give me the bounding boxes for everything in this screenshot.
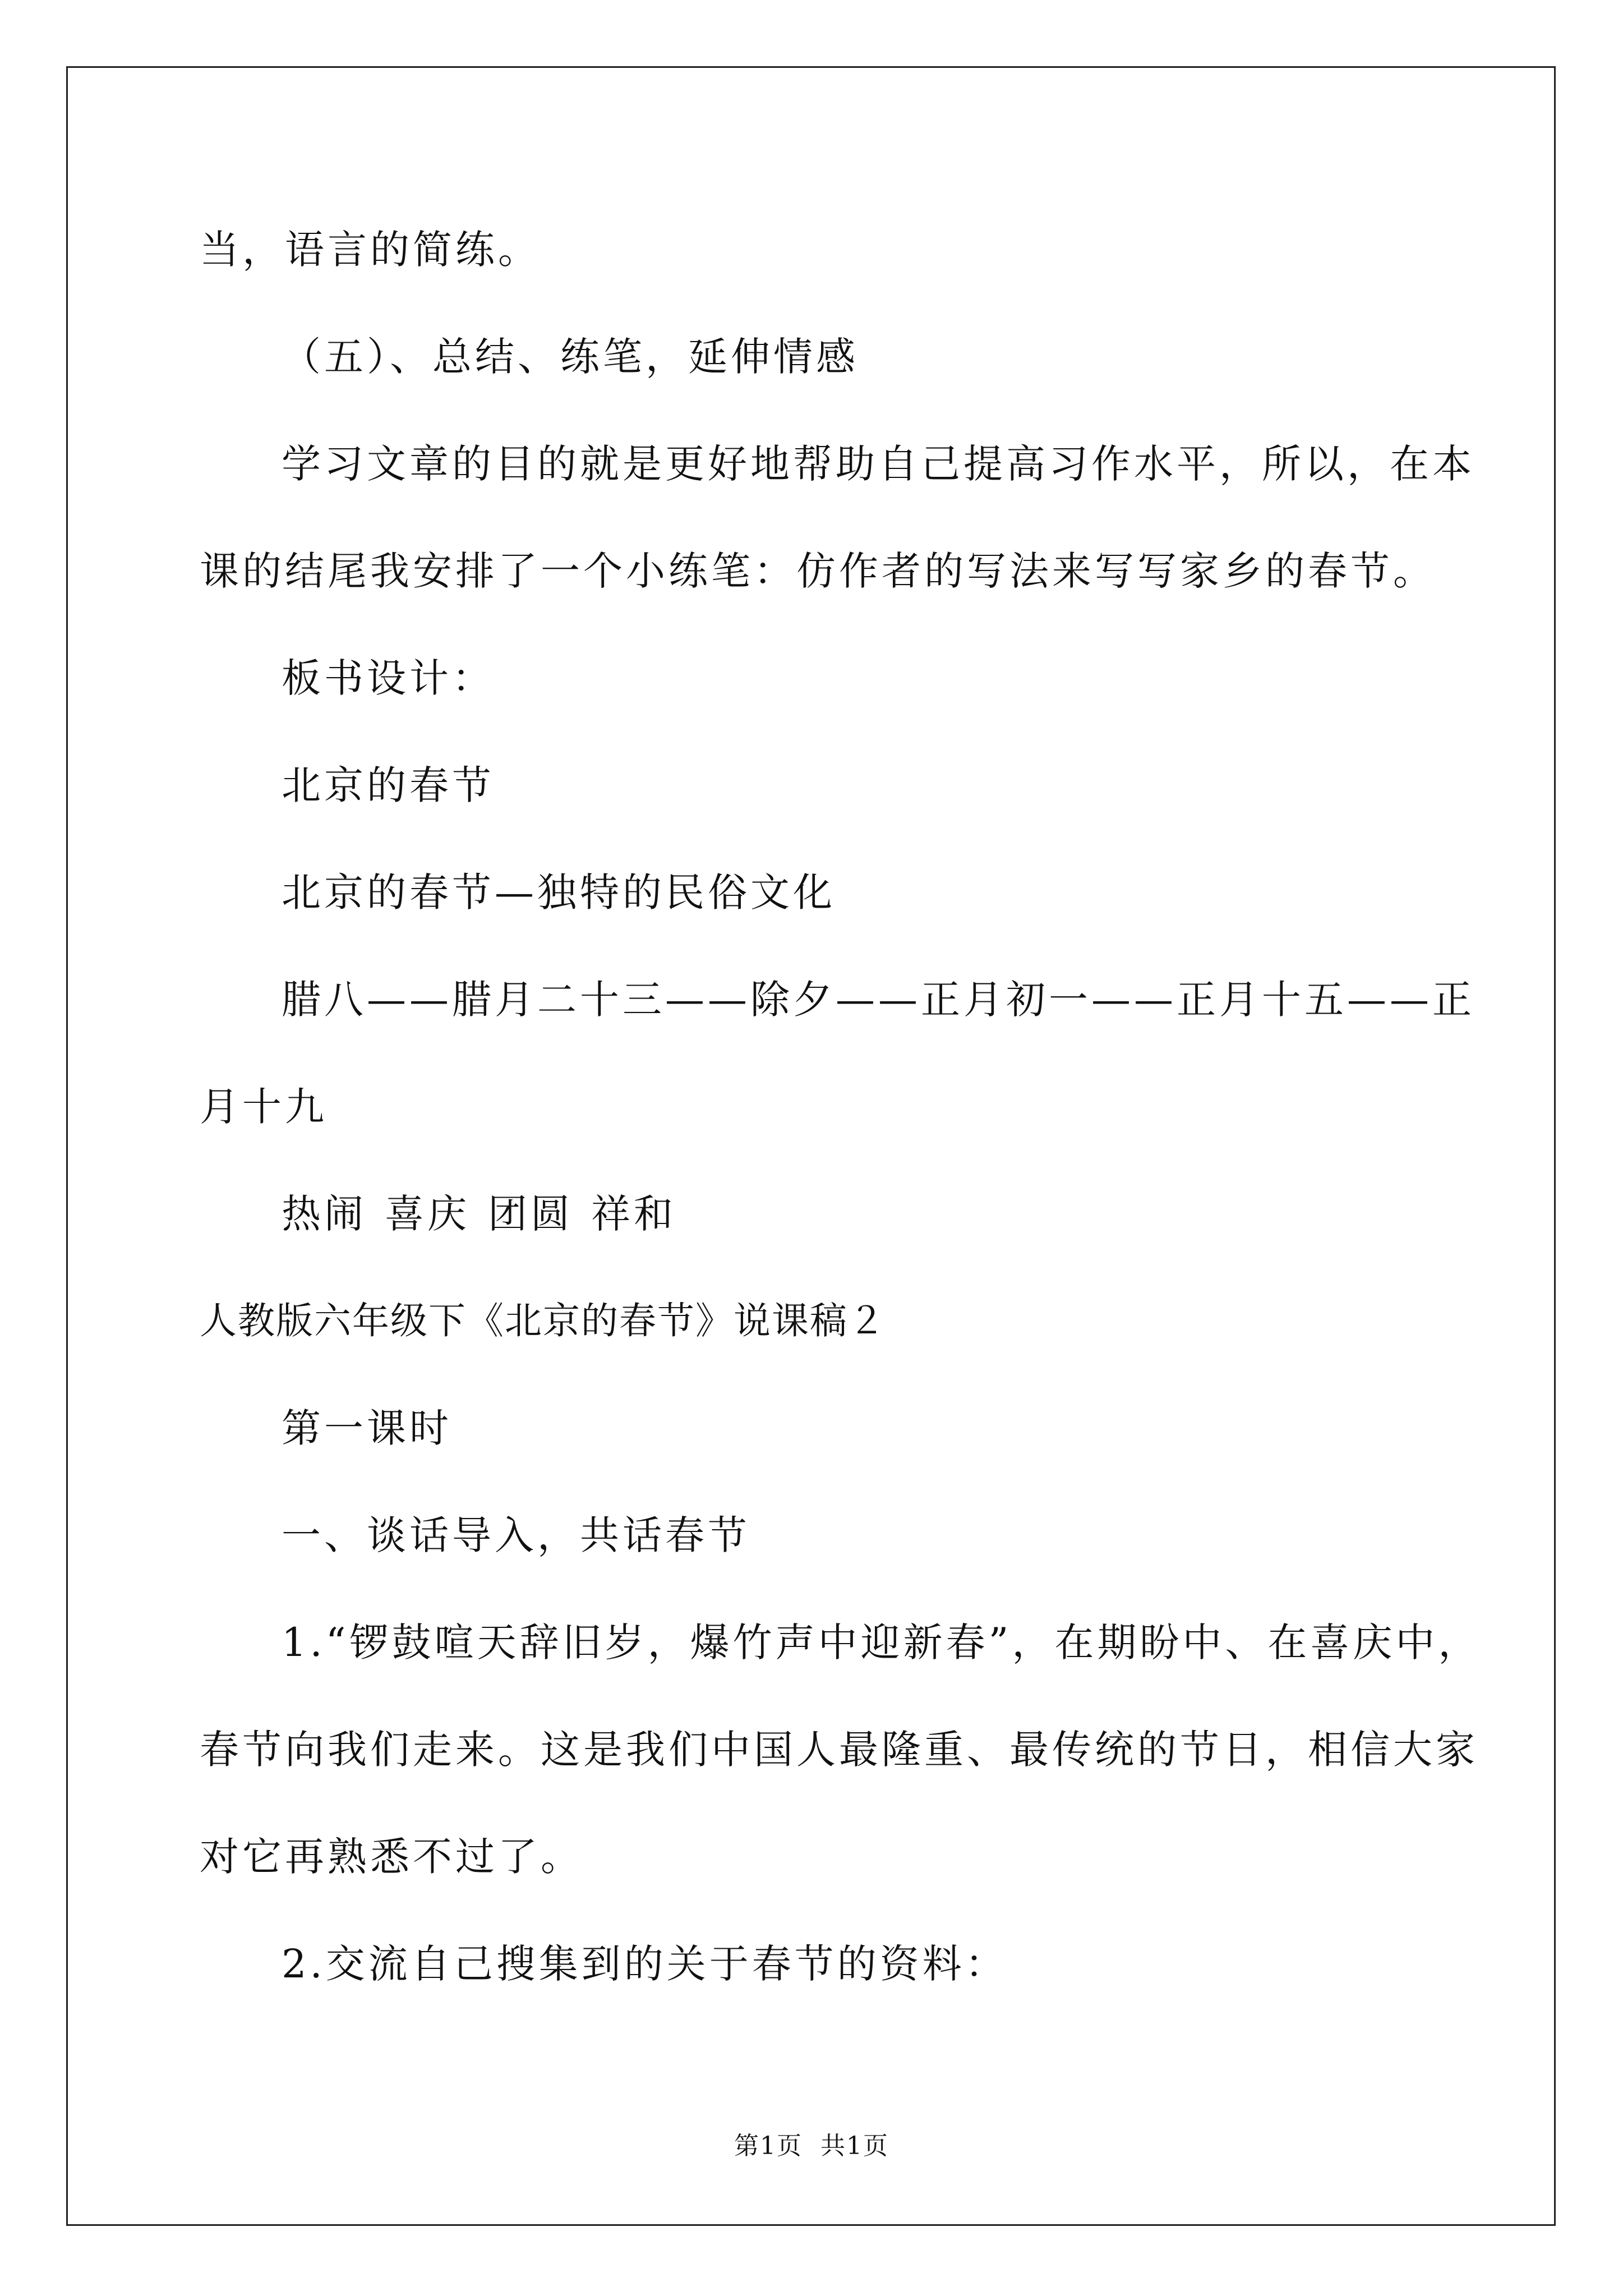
mood-word: 祥和 — [591, 1191, 676, 1237]
paragraph-line: 北京的春节 — [282, 762, 495, 808]
paragraph-line: 学习文章的目的就是更好地帮助自己提高习作水平，所以，在本 — [282, 441, 1475, 487]
paragraph-line: 1.“锣鼓喧天辞旧岁，爆竹声中迎新春”，在期盼中、在喜庆中， — [282, 1619, 1481, 1665]
paragraph-line: 当，语言的简练。 — [200, 227, 541, 273]
page-total: 共1页 — [820, 2132, 889, 2160]
paragraph-line: 春节向我们走来。这是我们中国人最隆重、最传统的节日，相信大家 — [200, 1727, 1478, 1773]
paragraph-line: 一、谈话导入，共话春节 — [282, 1512, 750, 1558]
mood-word: 团圆 — [488, 1191, 573, 1237]
page-number: 第1页 — [734, 2132, 803, 2160]
paragraph-line: 课的结尾我安排了一个小练笔：仿作者的写法来写写家乡的春节。 — [200, 548, 1436, 594]
section-title: 人教版六年级下《北京的春节》说课稿２ — [200, 1299, 886, 1342]
page-border — [66, 66, 1556, 2226]
paragraph-line: 2.交流自己搜集到的关于春节的资料： — [282, 1941, 1008, 1987]
paragraph-line: （五）、总结、练笔，延伸情感 — [282, 334, 859, 380]
paragraph-line: 北京的春节—独特的民俗文化 — [282, 869, 836, 915]
paragraph-line: 腊八——腊月二十三——除夕——正月初一——正月十五——正 — [282, 977, 1475, 1023]
mood-keywords — [282, 1191, 676, 1236]
paragraph-line: 月十九 — [200, 1084, 328, 1130]
mood-word: 热闹 — [282, 1191, 367, 1237]
paragraph-line: 板书设计： — [282, 655, 495, 701]
mood-word: 喜庆 — [385, 1191, 470, 1237]
page-footer — [0, 2131, 1623, 2162]
paragraph-line: 第一课时 — [282, 1405, 452, 1451]
paragraph-line: 对它再熟悉不过了。 — [200, 1834, 583, 1880]
